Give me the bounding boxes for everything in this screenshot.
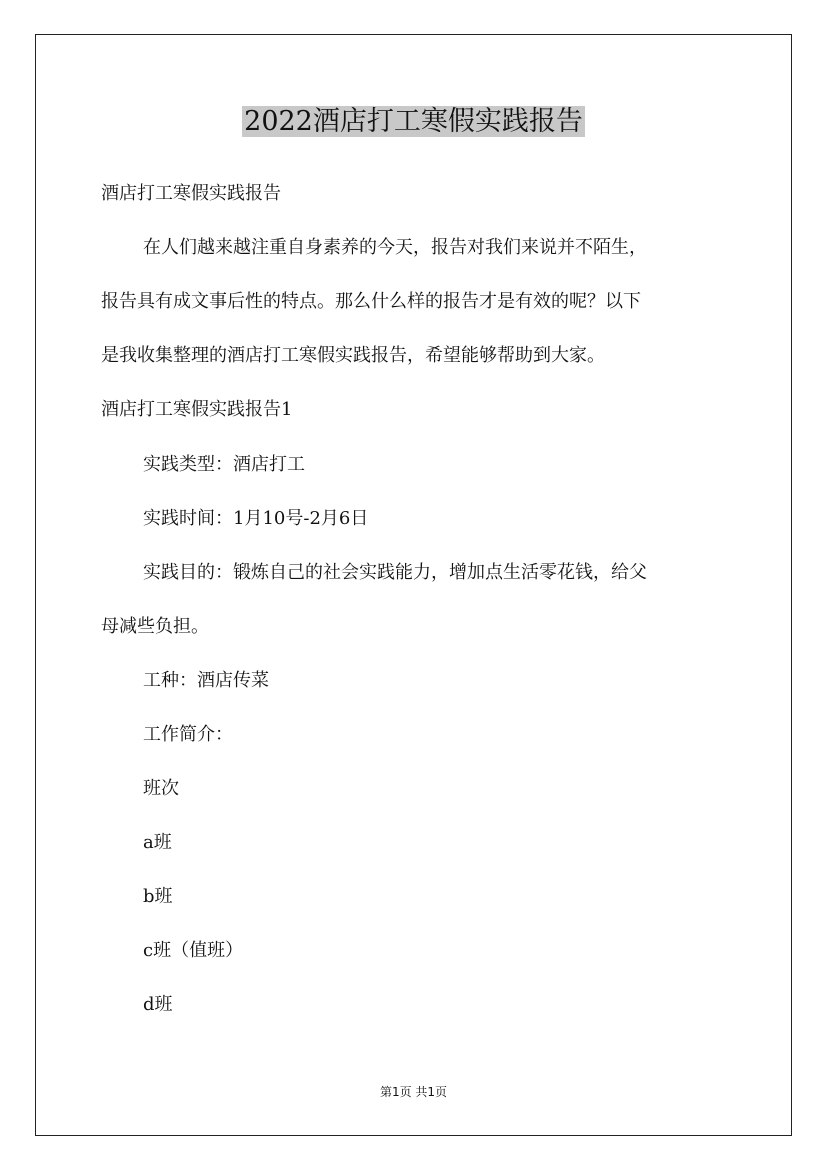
document-title-text: 2022酒店打工寒假实践报告 xyxy=(244,106,583,137)
intro-line-3: 是我收集整理的酒店打工寒假实践报告，希望能够帮助到大家。 xyxy=(101,345,605,366)
page-footer: 第1页 共1页 xyxy=(379,1085,448,1099)
intro-line-1: 在人们越来越注重自身素养的今天，报告对我们来说并不陌生， xyxy=(143,237,647,258)
practice-goal-line-1: 实践目的：锻炼自己的社会实践能力，增加点生活零花钱，给父 xyxy=(143,562,647,583)
job-type: 工种：酒店传菜 xyxy=(143,670,269,691)
shift-a: a班 xyxy=(143,832,172,853)
intro-line-2: 报告具有成文事后性的特点。那么什么样的报告才是有效的呢？以下 xyxy=(101,291,641,312)
document-subtitle: 酒店打工寒假实践报告 xyxy=(101,183,281,204)
document-title xyxy=(0,102,827,142)
job-intro: 工作简介： xyxy=(143,724,233,745)
shift-c: c班（值班） xyxy=(143,940,244,961)
practice-goal-line-2: 母减些负担。 xyxy=(101,616,209,637)
shift-label: 班次 xyxy=(143,778,179,799)
practice-type: 实践类型：酒店打工 xyxy=(143,454,305,475)
section-heading: 酒店打工寒假实践报告1 xyxy=(101,399,293,420)
practice-time: 实践时间：1月10号-2月6日 xyxy=(143,508,369,529)
shift-b: b班 xyxy=(143,886,173,907)
shift-d: d班 xyxy=(143,994,173,1015)
